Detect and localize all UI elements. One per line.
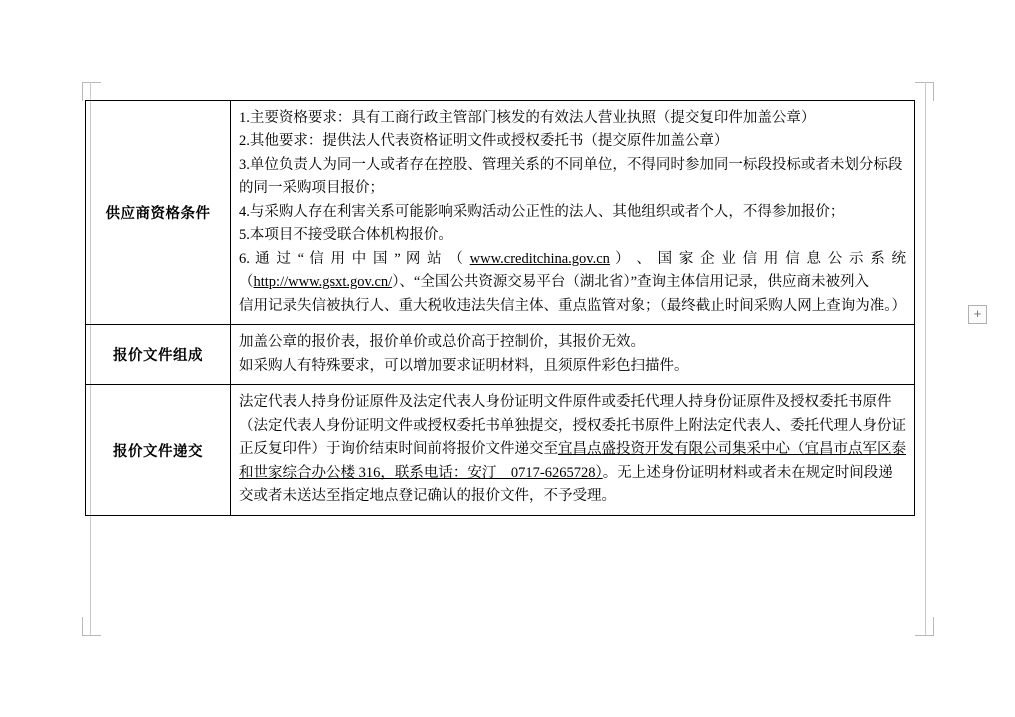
row-label-quotation-composition: 报价文件组成: [86, 325, 231, 385]
composition-line-1: 加盖公章的报价表，报价单价或总价高于控制价，其报价无效。: [239, 334, 645, 351]
submission-text-part-1: 法定代表人持身份证原件及法定代表人身份证明文件原件或委托代理人持身份证原件及授权委托书原件（法定代表人身份证明文件或授权委托书单独提交，授权委托书原件上附法定代表人、委托代理人身份证正反复印件）于询价结束时间前将报价文件递交至: [239, 394, 906, 458]
submission-text-part-2: 。无上述身份证明材料或者未在规定时间段递交或者未送达至指定地点登记确认的报价文件，不予受理。: [239, 464, 893, 505]
qualification-line-6: [239, 248, 906, 271]
submission-address-highlight: 宜昌点盛投资开发有限公司集采中心（宜昌市点军区泰和世家综合办公楼 316，联系电话：安汀 0717-6265728）: [239, 441, 906, 481]
qualification-line-8: 信用记录失信被执行人、重大税收违法失信主体、重点监管对象；（最终截止时间采购人网上查询为准。）: [239, 297, 906, 314]
table-row: [86, 385, 915, 515]
requirements-table: [85, 100, 915, 516]
gsxt-suffix: ）、“全国公共资源交易平台（湖北省）”查询主体信用记录，供应商未被列入: [392, 274, 870, 291]
table-row: [86, 325, 915, 385]
submission-paragraph: [239, 391, 906, 508]
qualification-line-2: 2.其他要求：提供法人代表资格证明文件或授权委托书（提交原件加盖公章）: [239, 133, 729, 150]
qualification-line-1: 1.主要资格要求：具有工商行政主管部门核发的有效法人营业执照（提交复印件加盖公章）: [239, 110, 816, 126]
table-row: [86, 101, 915, 325]
credit-china-suffix: ） 、 国 家 企 业 信 用 信 息 公 示 系 统: [609, 250, 906, 267]
crop-mark-bottom-left: [82, 617, 101, 636]
row-content-quotation-submission: [231, 385, 915, 515]
expand-handle-icon[interactable]: +: [968, 305, 987, 324]
gsxt-prefix: （: [239, 274, 254, 291]
composition-line-2: 如采购人有特殊要求，可以增加要求证明材料，且须原件彩色扫描件。: [239, 357, 689, 374]
credit-china-url[interactable]: www.creditchina.gov.cn: [469, 250, 610, 267]
qualification-line-4: 4.与采购人存在利害关系可能影响采购活动公正性的法人、其他组织或者个人，不得参加报价；: [239, 203, 845, 220]
qualification-line-3: 3.单位负责人为同一人或者存在控股、管理关系的不同单位，不得同时参加同一标段投标或者未划分标段的同一采购项目报价；: [239, 156, 903, 197]
crop-mark-top-left: [82, 82, 101, 101]
qualification-line-7: [239, 271, 906, 294]
row-label-quotation-submission: 报价文件递交: [86, 385, 231, 515]
qualification-line-5: 5.本项目不接受联合体机构报价。: [239, 227, 453, 244]
gsxt-url[interactable]: http://www.gsxt.gov.cn/: [253, 274, 393, 291]
margin-guide-right: [925, 82, 926, 635]
row-label-supplier-qualification: 供应商资格条件: [86, 101, 231, 325]
row-content-quotation-composition: [231, 325, 915, 385]
credit-china-prefix: 6. 通 过 “ 信 用 中 国 ” 网 站 （: [239, 250, 470, 267]
row-content-supplier-qualification: [231, 101, 915, 325]
